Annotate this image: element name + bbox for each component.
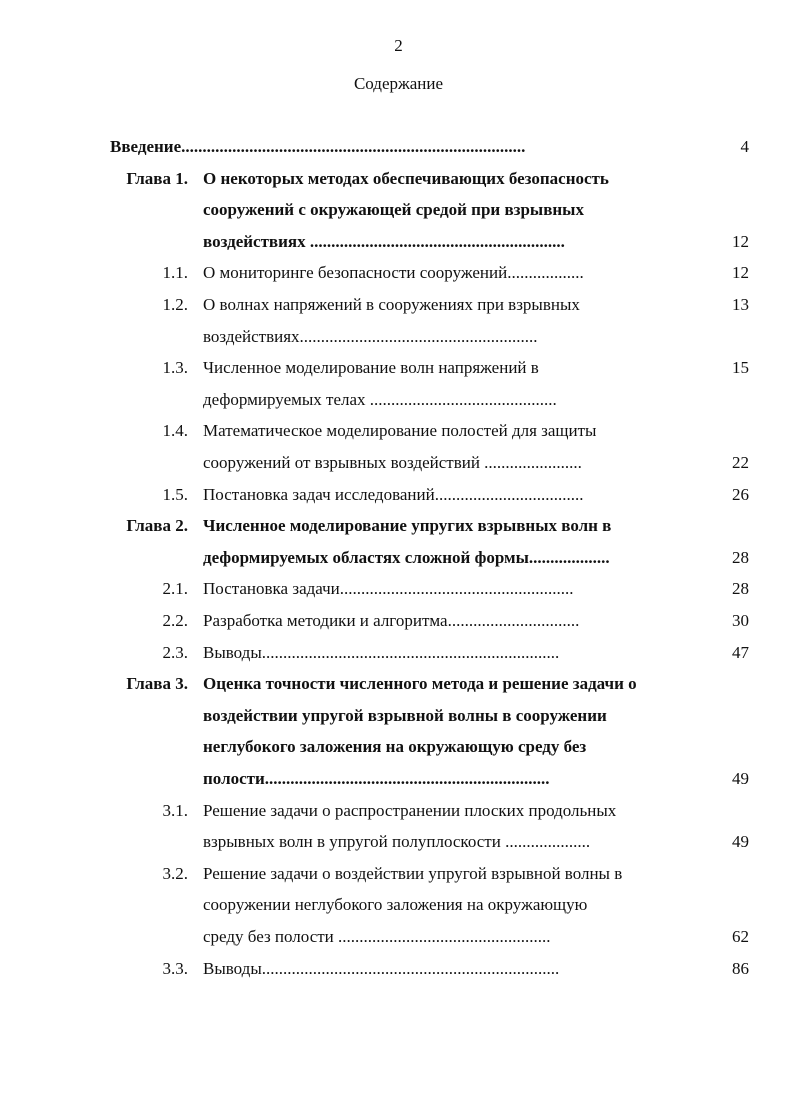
toc-entry-label: 1.1. — [162, 263, 188, 283]
toc-entry-text: взрывных волн в упругой полуплоскости .................... — [203, 832, 591, 852]
toc-entry-text: сооружений с окружающей средой при взрывных — [203, 200, 584, 220]
toc-entry-text: О мониторинге безопасности сооружений.................. — [203, 263, 584, 283]
toc-entry-text: деформируемых областях сложной формы................... — [203, 547, 610, 567]
toc-entry-page: 62 — [732, 927, 749, 946]
toc-entry-text: Численное моделирование упругих взрывных волн в — [203, 516, 612, 536]
toc-entry-page: 47 — [732, 642, 749, 662]
toc-entry-text: Математическое моделирование полостей для защиты — [203, 421, 597, 441]
toc-entry-label: Глава 1. — [126, 168, 188, 188]
toc-entry-page: 28 — [732, 547, 749, 567]
toc-entry-page: 15 — [732, 358, 749, 378]
toc-entry-label: 2.3. — [162, 642, 188, 662]
toc-entry-text: сооружений от взрывных воздействий ....................... — [203, 453, 582, 472]
toc-entry-page: 12 — [732, 263, 749, 283]
toc-entry-text: сооружении неглубокого заложения на окружающую — [203, 895, 588, 915]
toc-entry-text: Выводы...................................................................... — [203, 958, 560, 978]
toc-entry-label: 1.2. — [162, 295, 188, 314]
page-number: 2 — [394, 36, 403, 55]
toc-title: Содержание — [353, 74, 444, 93]
toc-entry-label: 3.2. — [162, 863, 188, 883]
toc-entry-page: 26 — [732, 484, 749, 504]
toc-entry-label: Глава 3. — [126, 674, 188, 694]
toc-entry-text: деформируемых телах ............................................ — [203, 389, 557, 409]
toc-entry-text: Постановка задачи....................................................... — [203, 579, 574, 599]
toc-entry-label: 3.1. — [162, 800, 188, 820]
toc-entry-page: 22 — [732, 453, 749, 472]
toc-entry-page: 4 — [740, 137, 749, 156]
toc-entry-label: 1.5. — [162, 484, 188, 504]
toc-entry-page: 49 — [732, 832, 749, 852]
toc-entry-text: Численное моделирование волн напряжений в — [203, 358, 539, 378]
toc-entry-text: среду без полости .................................................. — [203, 927, 551, 946]
toc-entry-label: 2.2. — [162, 611, 188, 630]
toc-entry-text: Разработка методики и алгоритма............................... — [203, 611, 580, 630]
toc-entry-label: Глава 2. — [126, 516, 188, 536]
toc-entry-label: 1.3. — [162, 358, 188, 378]
toc-entry-text: воздействиях ............................................................ — [203, 231, 565, 251]
toc-entry-page: 13 — [732, 295, 749, 314]
toc-entry-text: полости................................................................... — [203, 769, 550, 788]
toc-entry-page: 86 — [732, 958, 749, 978]
toc-entry-text: Введение................................................................................. — [110, 137, 526, 156]
toc-entry-text: воздействии упругой взрывной волны в сооружении — [203, 705, 607, 725]
toc-entry-label: 1.4. — [162, 421, 188, 441]
toc-entry-page: 49 — [732, 769, 749, 788]
toc-entry-page: 28 — [732, 579, 749, 599]
toc-entry-text: Оценка точности численного метода и решение задачи о — [203, 674, 637, 694]
toc-entry-page: 12 — [732, 231, 749, 251]
toc-entry-label: 3.3. — [162, 958, 188, 978]
toc-entry-text: Выводы...................................................................... — [203, 642, 560, 662]
toc-entry-label: 2.1. — [162, 579, 188, 599]
toc-entry-text: воздействиях........................................................ — [203, 326, 538, 346]
toc-entry-text: Решение задачи о воздействии упругой взрывной волны в — [203, 863, 623, 883]
toc-entry-text: О волнах напряжений в сооружениях при взрывных — [203, 295, 580, 314]
toc-entry-page: 30 — [732, 611, 749, 630]
toc-entry-text: О некоторых методах обеспечивающих безопасность — [203, 168, 609, 188]
toc-entry-text: неглубокого заложения на окружающую среду без — [203, 737, 587, 757]
toc-entry-text: Решение задачи о распространении плоских продольных — [203, 800, 617, 820]
toc-entry-text: Постановка задач исследований................................... — [203, 484, 584, 504]
